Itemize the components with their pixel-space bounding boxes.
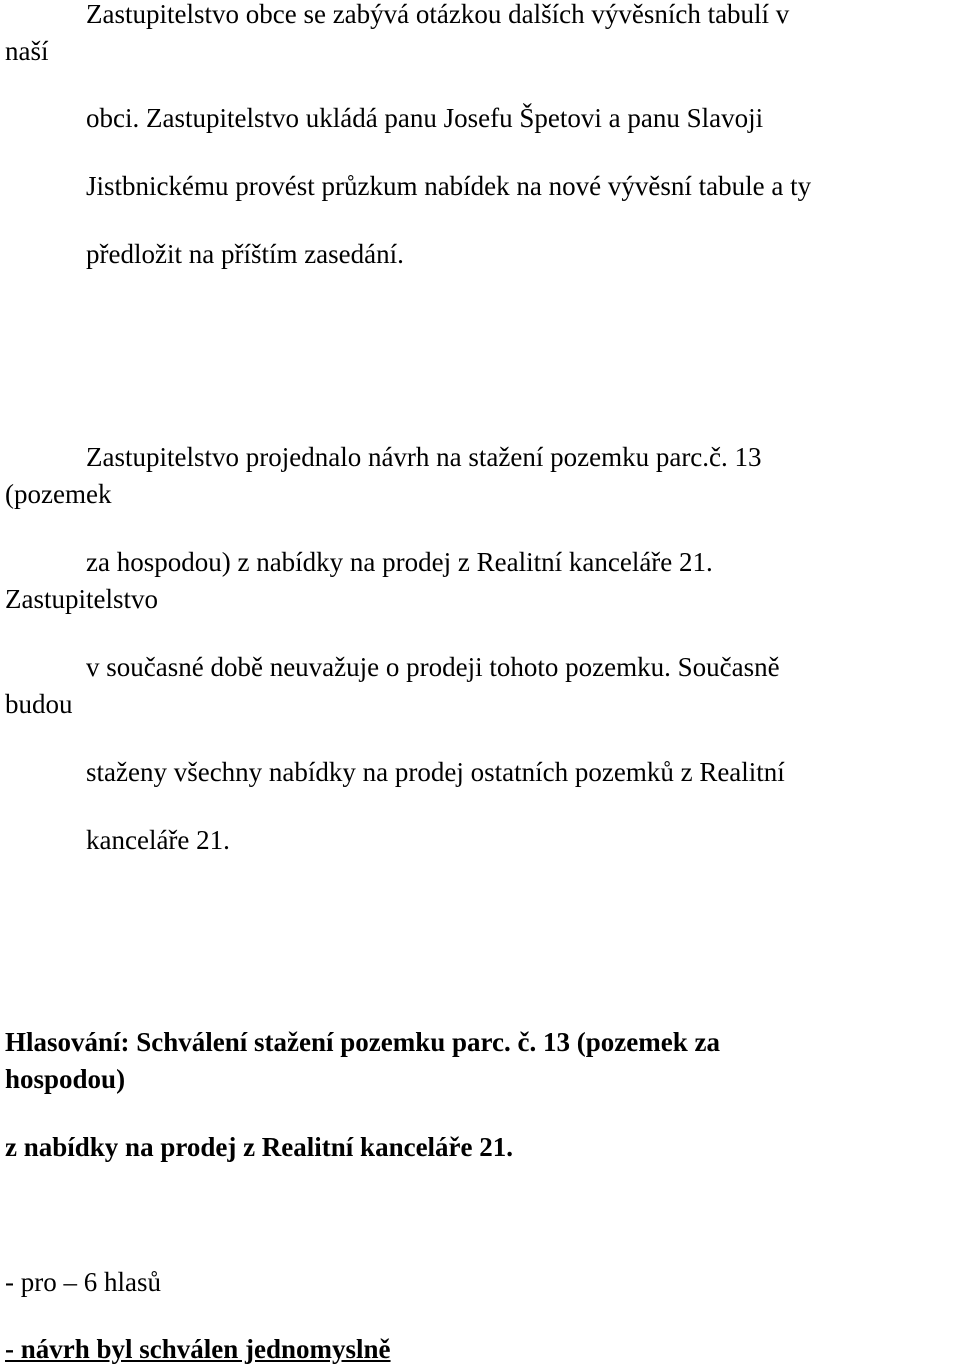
paragraph-2-line-3: za hospodou) z nabídky na prodej z Realitní kanceláře 21. [86,547,713,577]
vote-result-summary: - návrh byl schválen jednomyslně [5,1334,391,1364]
vote-heading-line-3: z nabídky na prodej z Realitní kanceláře 21. [5,1132,514,1162]
paragraph-2-line-7: staženy všechny nabídky na prodej ostatních pozemků z Realitní [86,757,785,787]
vote-heading-line-1: Hlasování: Schválení stažení pozemku parc. č. 13 (pozemek za [5,1027,720,1057]
vote-heading-line-2: hospodou) [5,1064,126,1094]
paragraph-1-line-5: předložit na příštím zasedání. [86,239,404,269]
vote-result-for: - pro – 6 hlasů [5,1267,161,1297]
paragraph-1-line-2: naší [5,36,49,66]
paragraph-2-line-1: Zastupitelstvo projednalo návrh na stažení pozemku parc.č. 13 [86,442,762,472]
paragraph-2-line-8: kanceláře 21. [86,825,230,855]
paragraph-1-line-1: Zastupitelstvo obce se zabývá otázkou dalších vývěsních tabulí v [86,0,790,29]
paragraph-2-line-5: v současné době neuvažuje o prodeji tohoto pozemku. Současně [86,652,780,682]
paragraph-2-line-6: budou [5,689,73,719]
paragraph-1-line-4: Jistbnickému provést průzkum nabídek na nové vývěsní tabule a ty [86,171,812,201]
paragraph-2-line-4: Zastupitelstvo [5,584,158,614]
paragraph-2-line-2: (pozemek [5,479,112,509]
paragraph-1-line-3: obci. Zastupitelstvo ukládá panu Josefu Špetovi a panu Slavoji [86,103,764,133]
